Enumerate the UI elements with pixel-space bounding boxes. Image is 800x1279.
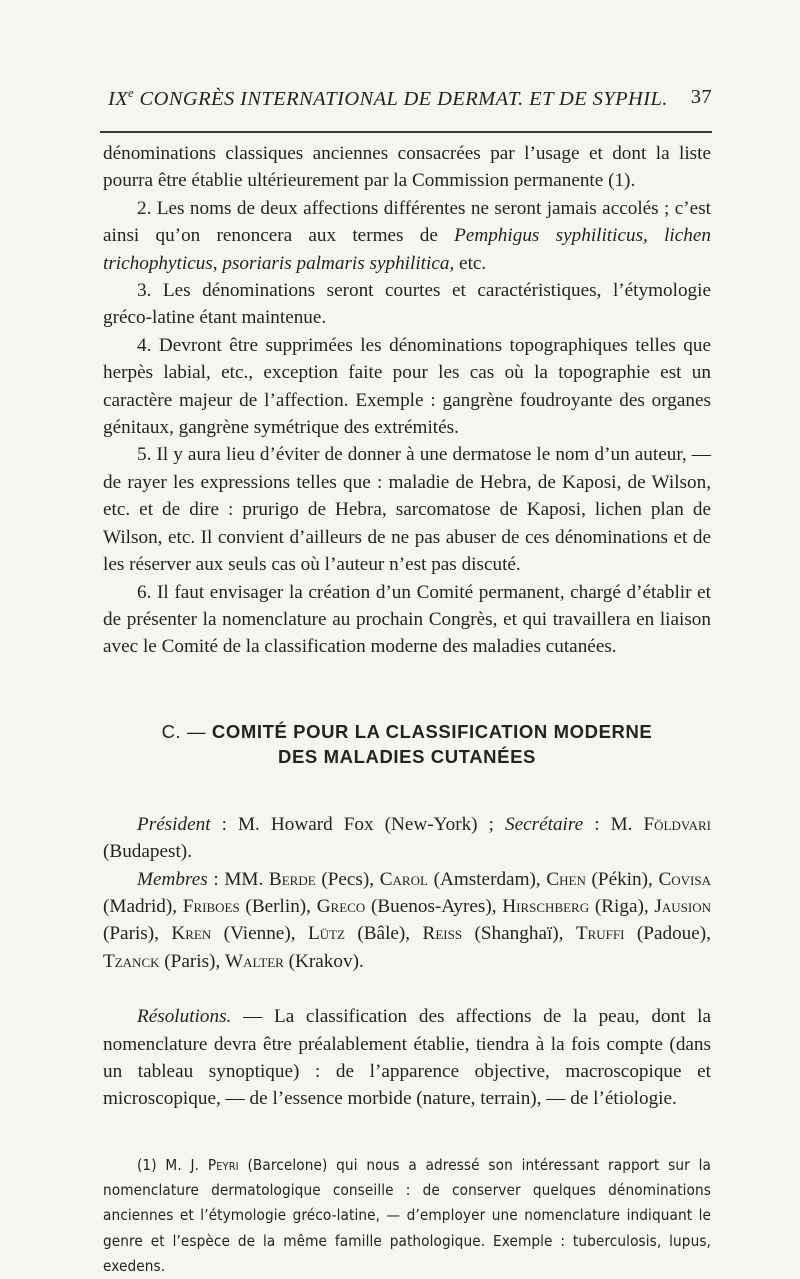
member-name: Lütz [307, 923, 345, 945]
section-title-1: COMITÉ POUR LA CLASSIFICATION MODERNE [211, 720, 653, 742]
member-name: Truffi [575, 923, 625, 945]
footnote [103, 1153, 711, 1279]
member-city: (Krakov). [283, 950, 364, 972]
members-sep: : MM. [207, 868, 269, 890]
member-name: Reiss [422, 923, 463, 945]
running-head [108, 86, 712, 111]
running-title: IXe CONGRÈS INTERNATIONAL DE DERMAT. ET DE SYPHIL. [108, 86, 668, 110]
main-text [103, 140, 711, 1279]
member-city: (Madrid), [103, 895, 183, 917]
paragraph-2 [103, 195, 711, 277]
spacer [103, 975, 711, 1003]
section-letter: C. — [161, 720, 212, 742]
section-title-2: DES MALADIES CUTANÉES [278, 745, 536, 767]
member-name: Carol [379, 868, 428, 890]
member-name: Greco [316, 895, 366, 917]
member-name: Berde [268, 868, 316, 890]
footnote-text: (Barcelone) qui nous a adressé son intéressant rapport sur la nomenclature dermatologique conseille : de conserver quelques dénominations anciennes et l’étymologie gréco-latine, — d’employer une nomenclature indiquant le genre et l’espèce de la même famille pathologique. Exemple : tuberculosis, lupus, exedens. [103, 1155, 711, 1275]
paragraph-4: 4. Devront être supprimées les dénominations topographiques telles que herpès labial, etc., exception faite pour les cas où la topographie est un caractère majeur de l’affection. Exemple : gangrène foudroyante des organes génitaux, gangrène symétrique des extrémités. [103, 334, 711, 439]
secretary-city: (Budapest). [103, 841, 192, 863]
member-name: Hirschberg [502, 895, 590, 917]
member-city: (Buenos-Ayres), [365, 895, 503, 917]
member-name: Walter [225, 950, 284, 972]
paragraph-2-terms: Pemphigus syphiliticus, lichen trichophyticus, psoriaris palmaris syphilitica, [103, 225, 711, 274]
spacer [103, 661, 711, 719]
section-heading-line-1 [103, 719, 711, 744]
paragraph-2-start: 2. Les noms de deux affections différentes ne seront jamais accolés ; c’est ainsi qu’on renoncera aux termes de [103, 197, 711, 247]
president-sep: : M. [210, 813, 271, 835]
spacer [103, 1113, 711, 1153]
member-name: Friboes [182, 895, 240, 917]
secretary-sep: : M. [583, 813, 644, 835]
president-paragraph [103, 811, 711, 866]
member-city: (Berlin), [239, 895, 317, 917]
member-city: (Padoue), [624, 923, 711, 945]
footnote-author: Peyri [207, 1155, 239, 1174]
member-city: (Amsterdam), [427, 868, 547, 890]
member-name: Kren [171, 923, 212, 945]
resolutions-text: — La classification des affections de la peau, dont la nomenclature devra être préalablement établie, tiendra à la fois compte (dans un tableau synoptique) : de l’apparence objective, macroscopique et microscopique, — de l’essence morbide (nature, terrain), — de l’étiologie. [103, 1006, 711, 1110]
page-number: 37 [690, 86, 712, 108]
header-rule [100, 131, 712, 133]
secretary-name: Földvari [643, 813, 711, 835]
resolutions-label: Résolutions. [137, 1006, 232, 1028]
paragraph-6: 6. Il faut envisager la création d’un Comité permanent, chargé d’établir et de présenter la nomenclature au prochain Congrès, et qui travaillera en liaison avec le Comité de la classification moderne des maladies cutanées. [103, 581, 711, 658]
member-city: (Bâle), [344, 923, 423, 945]
paragraph-5: 5. Il y aura lieu d’éviter de donner à une dermatose le nom d’un auteur, — de rayer les expressions telles que : maladie de Hebra, de Kaposi, de Wilson, etc. et de dire : prurigo de Hebra, sarcomatose de Kaposi, lichen plan de Wilson, etc. Il convient d’ailleurs de ne pas abuser de ces dénominations et de les réserver aux seuls cas où l’auteur n’est pas discuté. [103, 444, 711, 576]
member-name: Tzanck [103, 950, 160, 972]
member-name: Chen [546, 868, 586, 890]
member-city: (Riga), [589, 895, 655, 917]
paragraph-2-end: etc. [454, 252, 487, 274]
president-name: Howard Fox (New-York) ; [270, 813, 505, 835]
footnote-mark: (1) M. J. [137, 1155, 208, 1174]
paragraph-3: 3. Les dénominations seront courtes et caractéristiques, l’étymologie gréco-latine étant maintenue. [103, 280, 711, 329]
paragraph-1: dénominations classiques anciennes consacrées par l’usage et dont la liste pourra être établie ultérieurement par la Commission permanente (1). [103, 143, 711, 192]
resolutions-paragraph [103, 1003, 711, 1113]
member-name: Jausion [654, 895, 711, 917]
secretary-label: Secrétaire [505, 813, 584, 835]
member-city: (Vienne), [211, 923, 308, 945]
members-paragraph [103, 866, 711, 976]
member-city: (Paris), [103, 923, 172, 945]
president-label: Président [137, 813, 211, 835]
member-city: (Pecs), [315, 868, 380, 890]
section-heading [103, 719, 711, 769]
member-city: (Pékin), [585, 868, 659, 890]
member-city: (Shanghaï), [462, 923, 576, 945]
member-name: Covisa [658, 868, 711, 890]
members-label: Membres [137, 868, 208, 890]
spacer [103, 769, 711, 811]
member-city: (Paris), [159, 950, 226, 972]
